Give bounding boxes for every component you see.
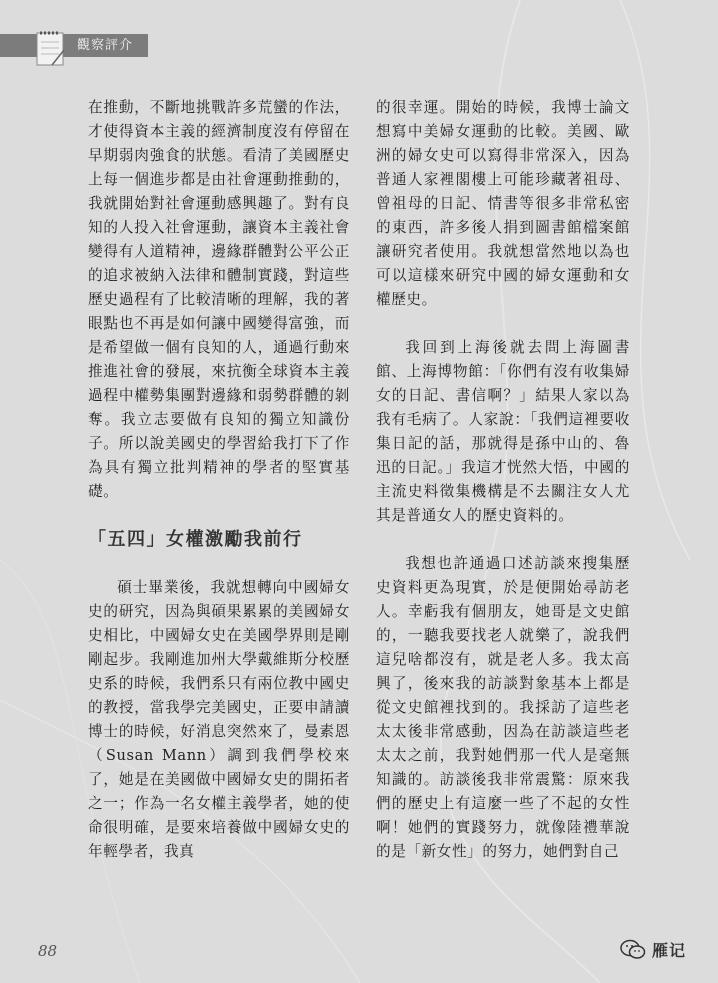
- left-paragraph-2: 碩士畢業後，我就想轉向中國婦女史的研究，因為與碩果累累的美國婦女史相比，中國婦女史在美國學界則是剛剛起步。我剛進加州大學戴維斯分校歷史系的時候，我們系只有兩位教中國史的教授，當我學完美國史，正要申請讀博士的時候，好消息突然來了，曼素恩（Susan Mann）調到我們學校來了，她是在美國做中國婦女史的開拓者之一；作為一名女權主義學者，她的使命很明確，是要來培養做中國婦女史的年輕學者，我真: [88, 579, 350, 860]
- section-title: 「五四」女權激勵我前行: [88, 529, 303, 550]
- notepad-icon: [34, 28, 68, 68]
- wechat-icon: [620, 939, 646, 961]
- left-column: [88, 96, 350, 864]
- right-paragraph-1: 的很幸運。開始的時候，我博士論文想寫中美婦女運動的比較。美國、歐洲的婦女史可以寫得非常深入，因為普通人家裡閣樓上可能珍藏著祖母、曾祖母的日記、情書等很多非常私密的東西，許多後人捐到圖書館檔案館讓研究者使用。我就想當然地以為也可以這樣來研究中國的婦女運動和女權歷史。: [376, 99, 630, 308]
- watermark-name: 雁记: [652, 941, 687, 960]
- watermark: [620, 938, 686, 961]
- right-paragraph-2: 我回到上海後就去問上海圖書館、上海博物館：「你們有沒有收集婦女的日記、書信啊？」結果人家以為我有毛病了。人家說：「我們這裡要收集日記的話，那就得是孫中山的、魯迅的日記。」我這才恍然大悟，中國的主流史料徵集機構是不去關注女人尤其是普通女人的歷史資料的。: [376, 339, 630, 524]
- page-number: 88: [38, 942, 58, 960]
- section-label: 觀察評介: [77, 38, 134, 53]
- right-paragraph-3: 我想也許通過口述訪談來搜集歷史資料更為現實，於是便開始尋訪老人。幸虧我有個朋友，她哥是文史館的，一聽我要找老人就樂了，說我們這兒啥都沒有，就是老人多。我太高興了，後來我的訪談對象基本上都是從文史館裡找到的。我採訪了這些老太太後非常感動，因為在訪談這些老太太之前，我對她們那一代人是毫無知識的。訪談後我非常震驚：原來我們的歷史上有這麼一些了不起的女性啊！她們的實踐努力，就像陸禮華說的是「新女性」的努力，她們對自己: [376, 555, 630, 860]
- left-paragraph-1: 在推動，不斷地挑戰許多荒蠻的作法，才使得資本主義的經濟制度沒有停留在早期弱肉強食的狀態。看清了美國歷史上每一個進步都是由社會運動推動的，我就開始對社會運動感興趣了。對有良知的人投入社會運動，讓資本主義社會變得有人道精神，邊緣群體對公平公正的追求被納入法律和體制實踐，對這些歷史過程有了比較清晰的理解，我的著眼點也不再是如何讓中國變得富強，而是希望做一個有良知的人，通過行動來推進社會的發展，來抗衡全球資本主義過程中權勢集團對邊緣和弱勢群體的剝奪。我立志要做有良知的獨立知識份子。所以說美國史的學習給我打下了作為具有獨立批判精神的學者的堅實基礎。: [88, 99, 350, 500]
- right-column: [376, 96, 630, 864]
